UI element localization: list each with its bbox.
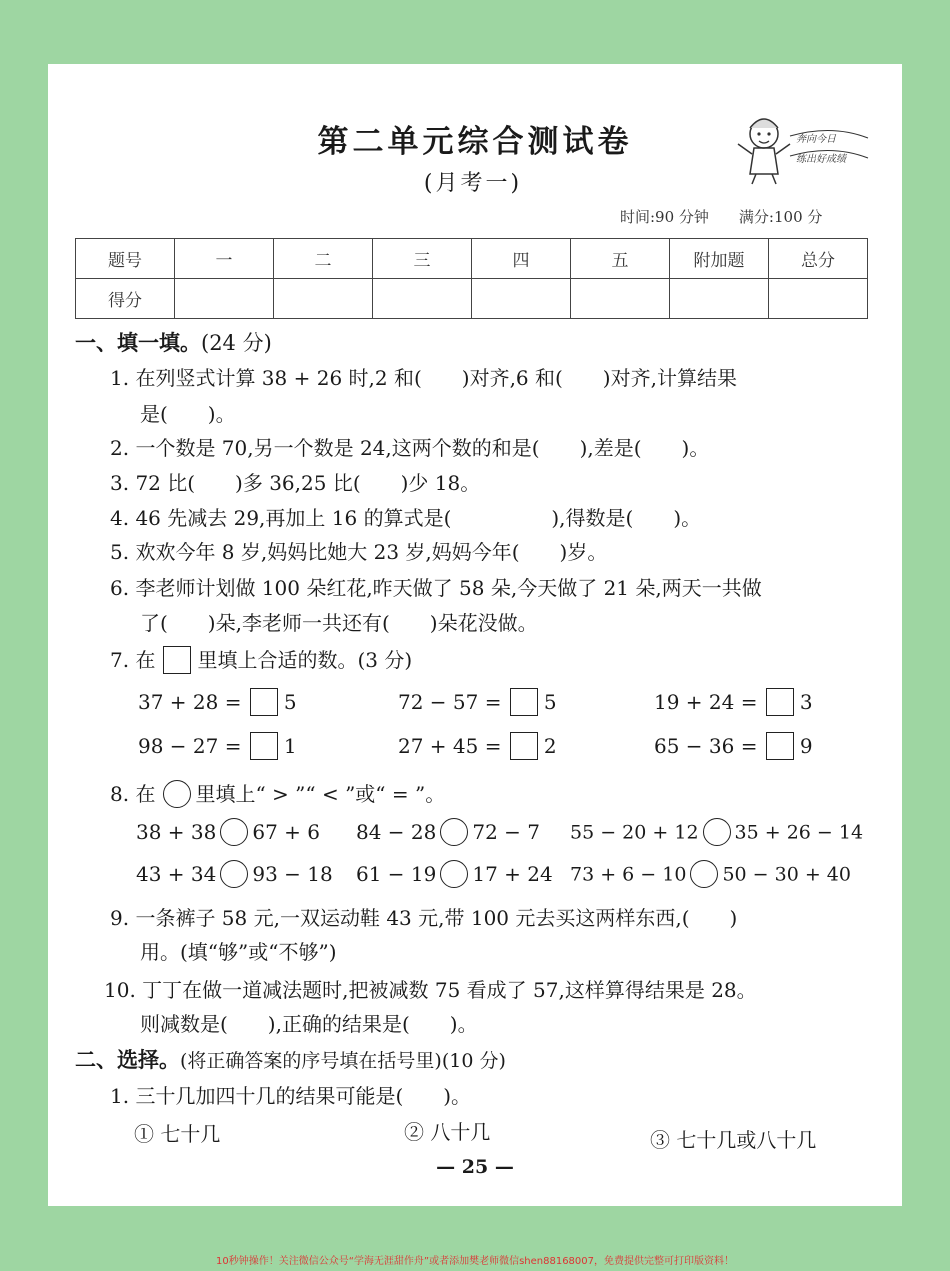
q8-item [570,860,851,891]
q7-digit: 1 [283,734,297,758]
score-table-header-row [76,239,868,279]
q8-prefix: 8. 在 [110,782,156,806]
answer-circle[interactable] [440,818,468,846]
q7-digit: 5 [543,690,557,714]
section1-points: (24 分) [201,331,272,355]
question-1-9-line2: 用。(填“够”或“不够”) [140,940,337,964]
section1-title: 一、填一填。 [75,330,201,355]
q8-left: 43 + 34 [136,862,217,886]
choice-option-3[interactable]: ③ 七十几或八十几 [650,1128,817,1152]
section2-points: (将正确答案的序号填在括号里)(10 分) [180,1050,506,1072]
page-number: — 25 — [436,1156,514,1178]
time-limit: 时间:90 分钟 [620,208,709,226]
q7-digit: 3 [799,690,813,714]
score-cell[interactable] [175,279,274,319]
full-score: 满分:100 分 [738,208,823,226]
question-1-5: 5. 欢欢今年 8 岁,妈妈比她大 23 岁,妈妈今年( )岁。 [110,540,608,564]
answer-box[interactable] [250,688,278,716]
score-cell[interactable] [769,279,868,319]
question-1-10-line1: 10. 丁丁在做一道减法题时,把被减数 75 看成了 57,这样算得结果是 28。 [104,978,757,1002]
score-table-col: 四 [472,239,571,279]
q7-expr: 19 + 24 = [654,690,758,714]
q8-item [570,818,863,849]
question-1-7 [110,644,412,677]
q8-left: 61 − 19 [356,862,437,886]
score-table-col: 五 [571,239,670,279]
answer-box[interactable] [510,732,538,760]
score-table-score-row [76,279,868,319]
q7-item [138,732,297,763]
question-1-1-line2: 是( )。 [140,402,236,426]
q8-left: 73 + 6 − 10 [570,863,687,886]
score-table-col: 总分 [769,239,868,279]
q7-digit: 9 [799,734,813,758]
q7-expr: 65 − 36 = [654,734,758,758]
question-1-6-line1: 6. 李老师计划做 100 朵红花,昨天做了 58 朵,今天做了 21 朵,两天一共做 [110,576,762,600]
q7-item [654,688,813,719]
question-2-1: 1. 三十几加四十几的结果可能是( )。 [110,1084,472,1108]
score-cell[interactable] [274,279,373,319]
mascot-label-2: 练出好成绩 [796,154,846,165]
q8-item [136,818,320,849]
section2-heading [75,1044,506,1074]
q8-left: 84 − 28 [356,820,437,844]
question-1-9-line1: 9. 一条裤子 58 元,一双运动鞋 43 元,带 100 元去买这两样东西,( ) [110,906,738,930]
q7-expr: 72 − 57 = [398,690,502,714]
q8-right: 67 + 6 [252,820,321,844]
answer-circle[interactable] [703,818,731,846]
answer-box[interactable] [766,732,794,760]
exam-meta [620,206,852,227]
answer-circle[interactable] [440,860,468,888]
mascot-illustration [732,108,872,188]
score-table-col: 三 [373,239,472,279]
q7-suffix: 里填上合适的数。(3 分) [197,648,413,672]
footer-note: 10秒钟操作！关注微信公众号“学海无涯甜作舟”或者添加樊老师微信shen88168007，免费提供完整可打印版资料！ [215,1256,735,1267]
q8-item [356,860,553,891]
answer-circle-icon [163,780,191,808]
answer-box[interactable] [250,732,278,760]
score-table-col: 二 [274,239,373,279]
answer-box[interactable] [766,688,794,716]
q8-right: 17 + 24 [472,862,553,886]
q7-item [398,732,557,763]
q8-right: 35 + 26 − 14 [734,821,864,844]
q8-left: 55 − 20 + 12 [570,821,699,844]
q8-item [356,818,540,849]
q7-expr: 37 + 28 = [138,690,242,714]
score-table-col: 附加题 [670,239,769,279]
q7-prefix: 7. 在 [110,648,156,672]
choice-option-2[interactable]: ② 八十几 [404,1120,491,1144]
answer-circle[interactable] [220,818,248,846]
choice-option-1[interactable]: ① 七十几 [134,1122,221,1146]
score-cell[interactable] [571,279,670,319]
question-1-3: 3. 72 比( )多 36,25 比( )少 18。 [110,471,481,495]
section1-heading [75,327,272,357]
score-cell[interactable] [373,279,472,319]
score-table-row-label: 题号 [76,239,175,279]
q7-item [398,688,557,719]
question-1-4: 4. 46 先减去 29,再加上 16 的算式是( ),得数是( )。 [110,506,702,530]
exam-paper [48,64,902,1206]
q8-left: 38 + 38 [136,820,217,844]
q8-suffix: 里填上“ > ”“ < ”或“ = ”。 [195,782,446,806]
score-table [75,238,868,319]
q8-right: 93 − 18 [252,862,333,886]
section2-title: 二、选择。 [75,1047,180,1072]
q7-item [138,688,297,719]
answer-circle[interactable] [690,860,718,888]
answer-circle[interactable] [220,860,248,888]
answer-box-icon [163,646,191,674]
mascot-label-1: 奔向今日 [796,134,836,145]
question-1-8 [110,778,445,811]
q8-right: 72 − 7 [472,820,541,844]
q7-digit: 5 [283,690,297,714]
score-table-row-label: 得分 [76,279,175,319]
q8-right: 50 − 30 + 40 [722,863,851,886]
question-1-2: 2. 一个数是 70,另一个数是 24,这两个数的和是( ),差是( )。 [110,436,710,460]
q7-digit: 2 [543,734,557,758]
answer-box[interactable] [510,688,538,716]
q7-item [654,732,813,763]
score-table-col: 一 [175,239,274,279]
q7-expr: 98 − 27 = [138,734,242,758]
score-cell[interactable] [670,279,769,319]
exam-subtitle: (月考一) [423,171,523,196]
exam-title: 第二单元综合测试卷 [317,124,633,160]
question-1-6-line2: 了( )朵,李老师一共还有( )朵花没做。 [140,611,538,635]
question-1-1-line1: 1. 在列竖式计算 38 + 26 时,2 和( )对齐,6 和( )对齐,计算结果 [110,366,737,390]
q7-expr: 27 + 45 = [398,734,502,758]
q8-item [136,860,333,891]
score-cell[interactable] [472,279,571,319]
question-1-10-line2: 则减数是( ),正确的结果是( )。 [140,1012,478,1036]
